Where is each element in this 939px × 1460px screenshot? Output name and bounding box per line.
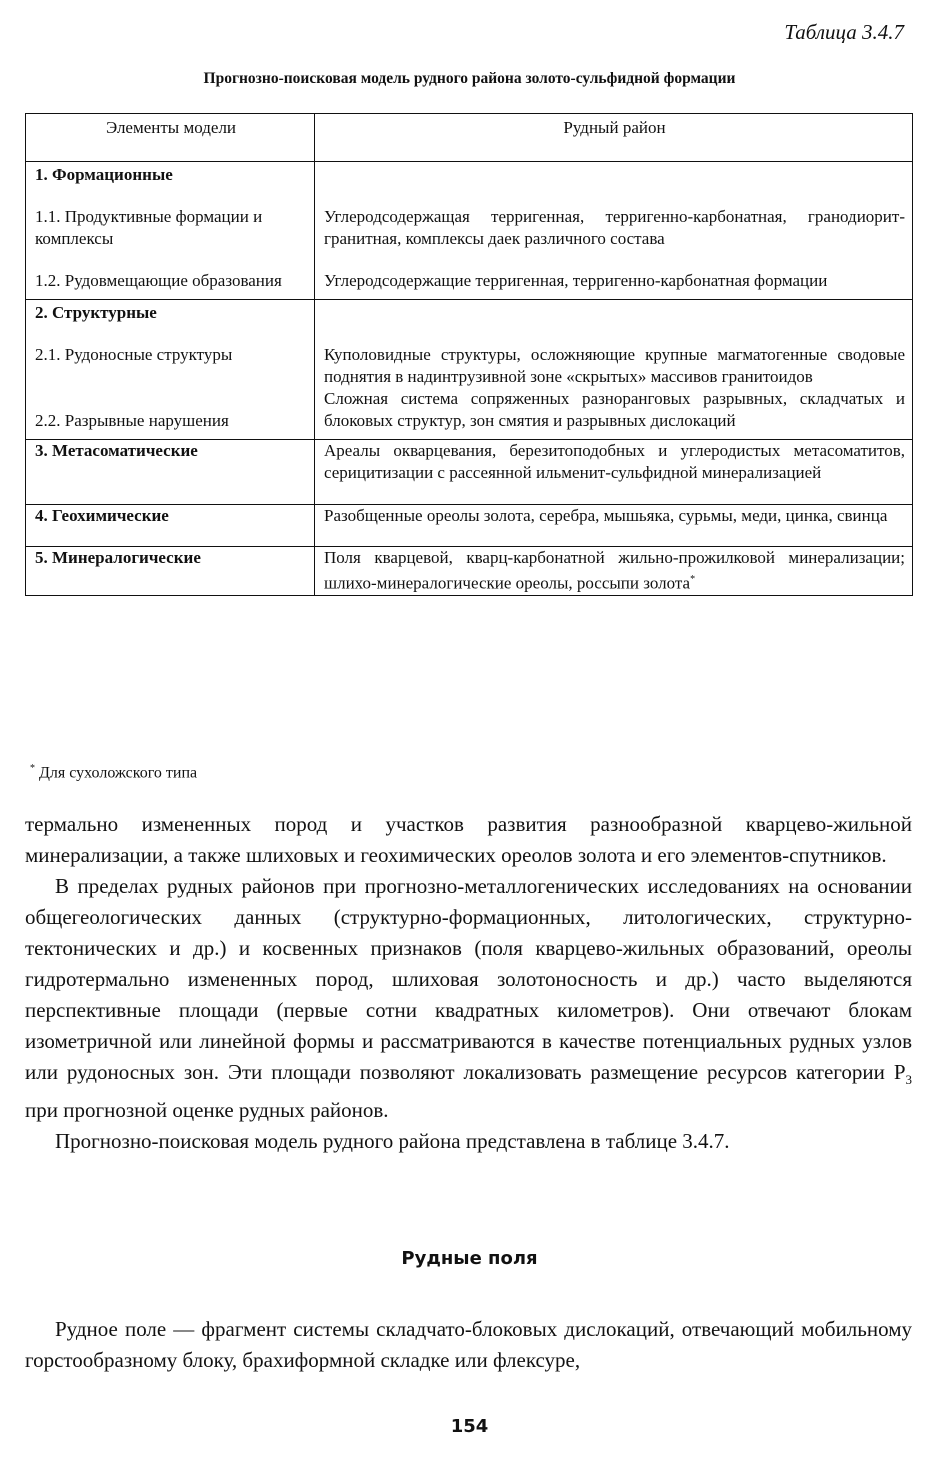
section-mineralogical-cell [26, 547, 315, 596]
section-geochemical-value-cell [315, 505, 913, 547]
section-title-structural: 2. Структурные [35, 303, 157, 322]
row-label-faults: 2.2. Разрывные нарушения [35, 411, 229, 430]
table-label: Таблица 3.4.7 [784, 20, 904, 44]
table-row-metasomatic [26, 440, 913, 505]
row-value-geochemical: Разобщенные ореолы золота, серебра, мышьяка, сурьмы, меди, цинка, свинца [324, 506, 888, 525]
table-row-formation [26, 162, 913, 300]
row-value-productive-formations: Углеродсодержащая терригенная, терригенно-карбонатная, гранодиорит-гранитная, комплексы даек различного состава [324, 207, 905, 248]
section-formation-values [315, 162, 913, 300]
body-text-ore-fields [25, 1314, 912, 1376]
table-row-mineralogical [26, 547, 913, 596]
body-text [25, 809, 912, 1157]
section-title-formation: 1. Формационные [35, 165, 173, 184]
footnote-mark: * [30, 763, 35, 774]
subscript-category: 3 [905, 1072, 912, 1088]
section-geochemical-cell [26, 505, 315, 547]
row-value-mineralogical [324, 547, 905, 595]
table-footnote [30, 763, 197, 782]
section-heading: Рудные поля [401, 1248, 538, 1269]
paragraph-table-reference: Прогнозно-поисковая модель рудного района представлена в таблице 3.4.7. [55, 1129, 730, 1154]
row-value-ore-bearing-structures: Куполовидные структуры, осложняющие крупные магматогенные сводовые поднятия в надинтрузивной зоне «скрытых» массивов гранитоидов [324, 345, 905, 386]
column-header-ore-district: Рудный район [315, 114, 913, 162]
table-row-geochemical [26, 505, 913, 547]
row-label-productive-formations: 1.1. Продуктивные формации и комплексы [35, 207, 263, 248]
paragraph-promising-areas-tail: при прогнозной оценке рудных районов. [25, 1098, 389, 1123]
model-table [25, 113, 913, 596]
footnote-text: Для сухоложского типа [39, 764, 198, 782]
section-metasomatic-value-cell [315, 440, 913, 505]
page-number: 154 [450, 1416, 489, 1437]
row-value-mineralogical-text: Поля кварцевой, кварц-карбонатной жильно-прожилковой минерализации; шлихо-минералогические ореолы, россыпи золота [324, 548, 905, 593]
section-structural-cell [26, 300, 315, 440]
paragraph-promising-areas [25, 871, 912, 1126]
row-label-host-formations: 1.2. Рудовмещающие образования [35, 271, 282, 290]
row-value-faults: Сложная система сопряженных разноранговых разрывных, складчатых и блоковых структур, зон смятия и разрывных дислокаций [324, 389, 905, 430]
row-label-ore-bearing-structures: 2.1. Рудоносные структуры [35, 345, 233, 364]
paragraph-promising-areas-text: В пределах рудных районов при прогнозно-металлогенических исследованиях на основании общегеологических данных (структурно-формационных, литологических, структурно-тектонических и др.) и косвенных признаков (поля кварцево-жильных образований, ореолы гидротермально измененных пород, шлиховая золотоносность и др.) часто выделяются перспективные площади (первые сотни квадратных километров). Они отвечают блокам изометричной или линейной формы и рассматриваются в качестве потенциальных рудных узлов или рудоносных зон. Эти площади позволяют локализовать размещение ресурсов категории P [25, 874, 912, 1084]
paragraph-ore-field-definition: Рудное поле — фрагмент системы складчато-блоковых дислокаций, отвечающий мобильному горстообразному блоку, брахиформной складке или флексуре, [25, 1317, 912, 1372]
table-header-row [26, 114, 913, 162]
section-title-geochemical: 4. Геохимические [35, 506, 169, 525]
section-formation-cell [26, 162, 315, 300]
section-metasomatic-cell [26, 440, 315, 505]
section-structural-values [315, 300, 913, 440]
paragraph-continuation: термально измененных пород и участков развития разнообразной кварцево-жильной минерализации, а также шлиховых и геохимических ореолов золота и его элементов-спутников. [25, 812, 912, 867]
section-mineralogical-value-cell [315, 547, 913, 596]
table-row-structural [26, 300, 913, 440]
footnote-marker: * [690, 574, 696, 585]
section-title-metasomatic: 3. Метасоматические [35, 441, 198, 460]
column-header-elements: Элементы модели [26, 114, 315, 162]
row-value-metasomatic: Ареалы окварцевания, березитоподобных и углеродистых метасоматитов, серицитизации с рассеянной ильменит-сульфидной минерализацией [324, 441, 905, 482]
section-title-mineralogical: 5. Минералогические [35, 548, 201, 567]
table-title: Прогнозно-поисковая модель рудного района золото-сульфидной формации [203, 70, 736, 87]
row-value-host-formations: Углеродсодержащие терригенная, терригенно-карбонатная формации [324, 271, 828, 290]
